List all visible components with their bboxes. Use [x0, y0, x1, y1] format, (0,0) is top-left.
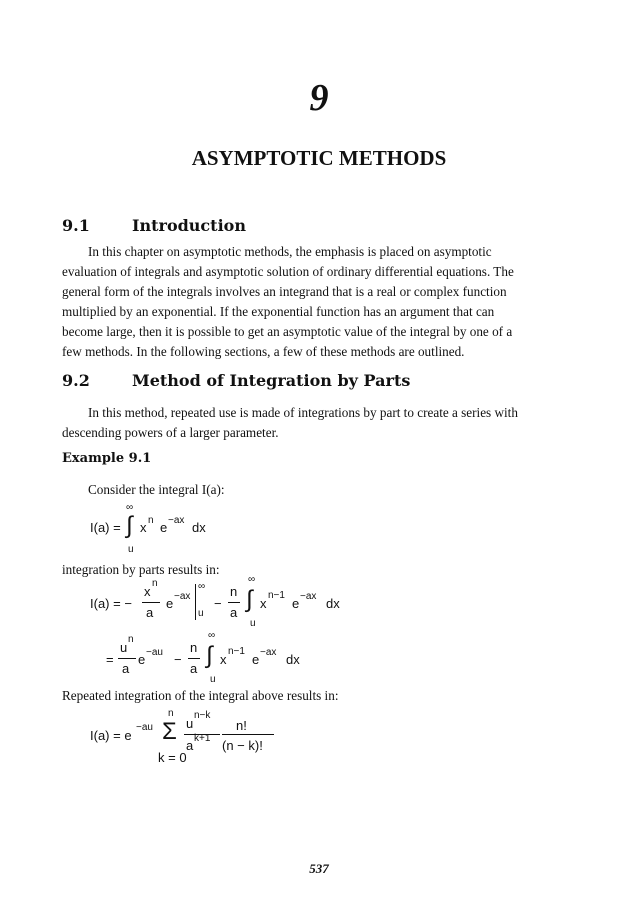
- equals: =: [106, 652, 114, 667]
- consider-text: Consider the integral I(a):: [88, 482, 225, 497]
- lhs: I(a) = e: [90, 728, 132, 743]
- x: x: [260, 596, 267, 611]
- denominator-a: a: [190, 661, 198, 676]
- chapter-title: ASYMPTOTIC METHODS: [191, 146, 447, 170]
- fraction-bar: [118, 658, 136, 659]
- exponent-n-minus-1: n−1: [228, 646, 245, 657]
- x: x: [220, 652, 227, 667]
- byparts-text: integration by parts results in:: [62, 562, 220, 577]
- e: e: [138, 652, 146, 667]
- exponent-neg-ax: −ax: [260, 647, 277, 658]
- equation-by-parts-evaluated: [90, 630, 390, 685]
- intro-paragraph: [62, 242, 582, 362]
- e: e: [292, 596, 300, 611]
- e: e: [166, 596, 174, 611]
- exponent-neg-ax: −ax: [174, 591, 191, 602]
- x: x: [140, 520, 147, 535]
- section-heading-parts: [62, 371, 410, 390]
- numerator-nfact: n!: [236, 718, 247, 733]
- parts-paragraph: [62, 403, 582, 443]
- equation-asymptotic-series: [90, 706, 390, 766]
- section-title: Method of Integration by Parts: [132, 371, 411, 390]
- upper-limit: ∞: [126, 502, 134, 513]
- paragraph-line: general form of the integrals involves an integrand that is a real or complex function: [62, 284, 507, 299]
- exponent-n: n: [148, 515, 154, 526]
- exponent-n-minus-k: n−k: [194, 710, 211, 721]
- paragraph-line: evaluation of integrals and asymptotic solution of ordinary differential equations. The: [62, 264, 514, 279]
- lower-limit: u: [250, 618, 256, 629]
- exponent-neg-au: −au: [136, 722, 153, 733]
- numerator-n: n: [230, 584, 238, 599]
- page-number: 537: [309, 861, 329, 876]
- exponent-n: n: [128, 634, 134, 645]
- lhs: I(a) = −: [90, 596, 132, 611]
- fraction-bar: [188, 658, 200, 659]
- integral-sign: ∫: [126, 512, 133, 539]
- evaluation-bar: [195, 584, 196, 620]
- paragraph-line: descending powers of a larger parameter.: [62, 425, 279, 440]
- exponent-neg-ax: −ax: [168, 515, 185, 526]
- section-number: 9.1: [62, 216, 90, 235]
- upper-limit: ∞: [208, 630, 216, 641]
- section-heading-intro: [62, 216, 246, 235]
- u: u: [186, 716, 194, 731]
- denominator-a: a: [122, 661, 130, 676]
- e: e: [252, 652, 260, 667]
- paragraph-line: multiplied by an exponential. If the exponential function has an argument that can: [62, 304, 495, 319]
- section-number: 9.2: [62, 371, 90, 390]
- paragraph-line: In this method, repeated use is made of integrations by part to create a series with: [88, 405, 518, 420]
- dx: dx: [286, 652, 300, 667]
- exponent-k-plus-1: k+1: [194, 733, 211, 744]
- equation-by-parts: [90, 574, 390, 629]
- paragraph-line: In this chapter on asymptotic methods, the emphasis is placed on asymptotic: [88, 244, 492, 259]
- denominator-a: a: [230, 605, 238, 620]
- minus: −: [174, 652, 182, 667]
- eval-lower: u: [198, 608, 204, 619]
- fraction-bar: [222, 734, 274, 735]
- exponent-n-minus-1: n−1: [268, 590, 285, 601]
- fraction-bar: [142, 602, 160, 603]
- lower-limit: u: [210, 674, 216, 685]
- section-title: Introduction: [132, 216, 246, 235]
- e: e: [160, 520, 168, 535]
- sum-sign: Σ: [162, 718, 177, 745]
- lower-limit: u: [128, 544, 134, 555]
- numerator-x: x: [144, 584, 151, 599]
- chapter-number: 9: [309, 77, 329, 119]
- fraction-bar: [228, 602, 240, 603]
- a: a: [186, 738, 194, 753]
- denominator-a: a: [146, 605, 154, 620]
- sum-lower: k = 0: [158, 750, 187, 765]
- repeated-text: Repeated integration of the integral above results in:: [62, 688, 339, 703]
- exponent-neg-au: −au: [146, 647, 163, 658]
- exponent-n: n: [152, 578, 158, 589]
- denominator-nkfact: (n − k)!: [222, 738, 263, 753]
- example-label: Example 9.1: [62, 451, 152, 466]
- minus: −: [214, 596, 222, 611]
- paragraph-line: become large, then it is possible to get an asymptotic value of the integral by one of a: [62, 324, 513, 339]
- dx: dx: [192, 520, 206, 535]
- upper-limit: ∞: [248, 574, 256, 585]
- lhs: I(a) =: [90, 520, 121, 535]
- equation-integral-definition: [90, 502, 290, 558]
- numerator-n: n: [190, 640, 198, 655]
- exponent-neg-ax: −ax: [300, 591, 317, 602]
- dx: dx: [326, 596, 340, 611]
- sum-upper: n: [168, 708, 174, 719]
- integral-sign: ∫: [246, 586, 253, 613]
- paragraph-line: few methods. In the following sections, a few of these methods are outlined.: [62, 344, 465, 359]
- eval-upper: ∞: [198, 581, 206, 592]
- integral-sign: ∫: [206, 642, 213, 669]
- numerator-u: u: [120, 640, 128, 655]
